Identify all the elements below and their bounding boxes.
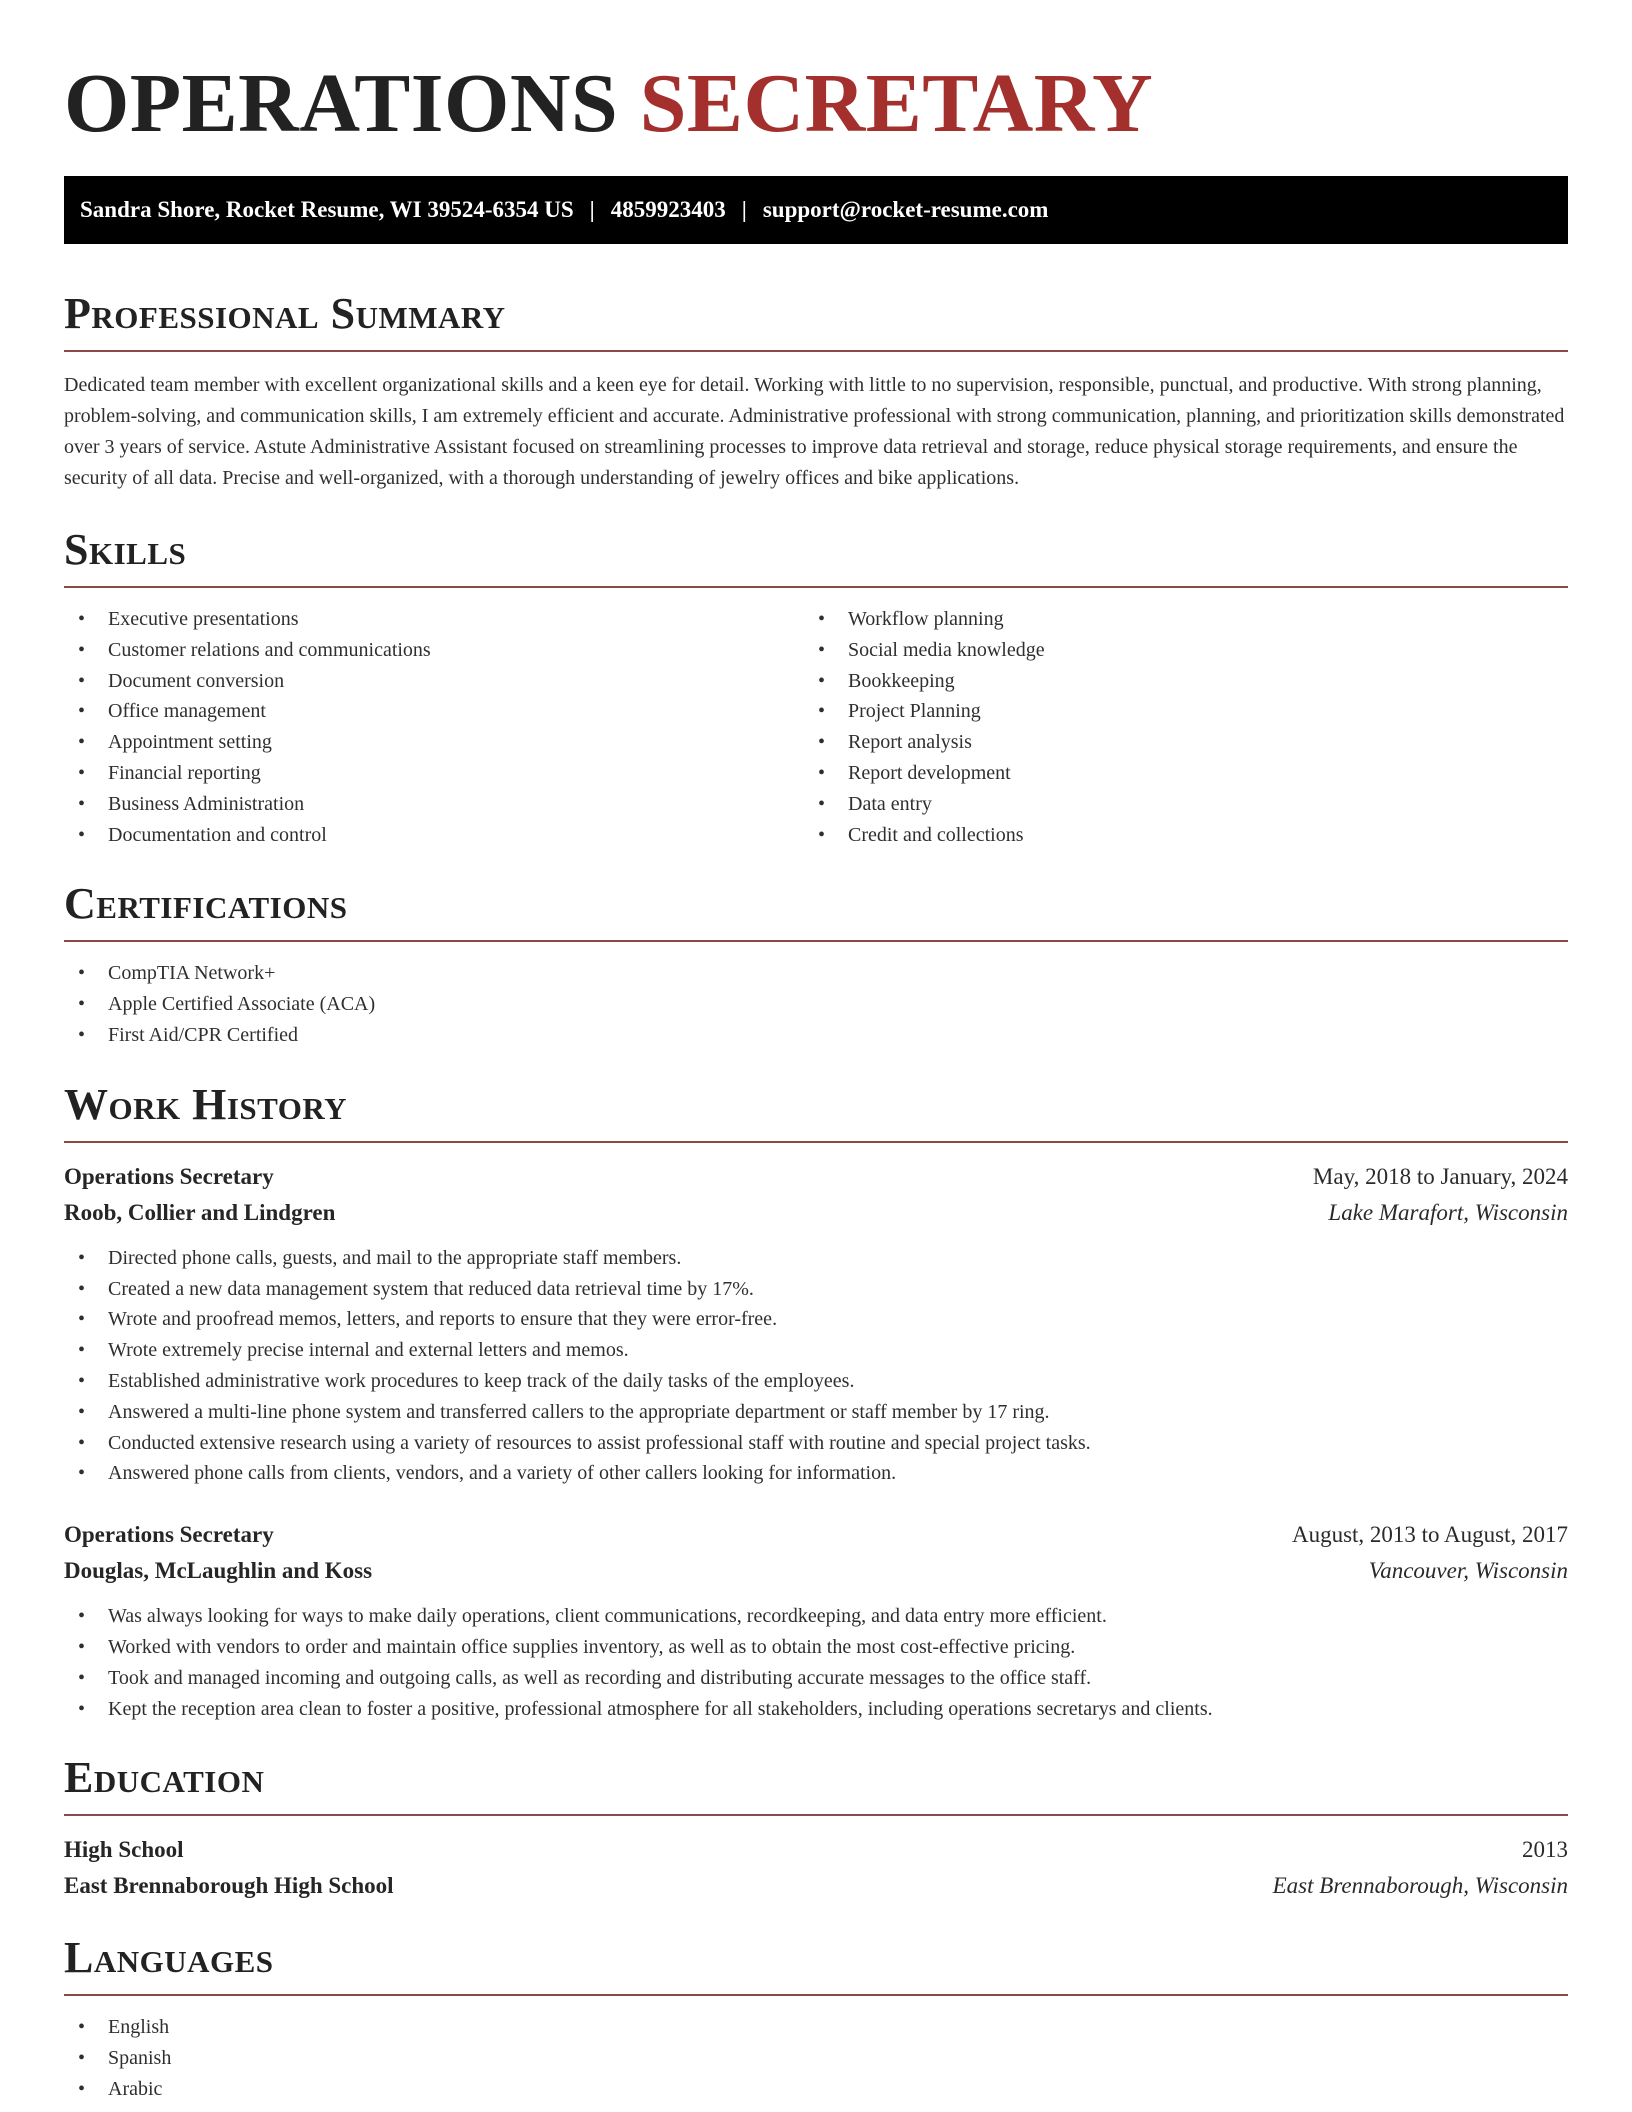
job-title-row [64, 1159, 1568, 1195]
skill-item: • Documentation and control [64, 820, 804, 851]
job-duty: • Directed phone calls, guests, and mail to the appropriate staff members. [64, 1243, 1568, 1274]
job-duty: • Answered phone calls from clients, vendors, and a variety of other callers looking for information. [64, 1458, 1568, 1489]
skill-item: • Report analysis [804, 727, 1544, 758]
job-duty: • Established administrative work procedures to keep track of the daily tasks of the employees. [64, 1366, 1568, 1397]
skills-heading: Skills [64, 524, 1568, 588]
job-location: Vancouver, Wisconsin [1368, 1558, 1568, 1584]
job-duty: • Wrote and proofread memos, letters, and reports to ensure that they were error-free. [64, 1304, 1568, 1335]
certification-item: • CompTIA Network+ [64, 958, 1568, 989]
contact-address: Sandra Shore, Rocket Resume, WI 39524-6354 US [80, 197, 574, 222]
languages-heading: Languages [64, 1932, 1568, 1996]
job-title-row [64, 1517, 1568, 1553]
education-degree-row [64, 1832, 1568, 1868]
skill-item: • Customer relations and communications [64, 635, 804, 666]
contact-email: support@rocket-resume.com [762, 197, 1049, 222]
title-accent: SECRETARY [639, 57, 1154, 150]
skills-list-right [804, 604, 1544, 850]
certifications-list [64, 958, 1568, 1050]
contact-phone: 4859923403 [610, 197, 726, 222]
job-duty: • Wrote extremely precise internal and external letters and memos. [64, 1335, 1568, 1366]
job-dates: May, 2018 to January, 2024 [1312, 1163, 1568, 1189]
skill-item: • Project Planning [804, 696, 1544, 727]
education-heading: Education [64, 1752, 1568, 1816]
job-duty: • Kept the reception area clean to foster a positive, professional atmosphere for all stakeholders, including operations secretarys and clients. [64, 1694, 1568, 1725]
job-duties-list [64, 1243, 1568, 1489]
job-duty: • Answered a multi-line phone system and transferred callers to the appropriate department or staff member by 17 ring. [64, 1397, 1568, 1428]
job-company-row [64, 1195, 1568, 1231]
summary-heading: Professional Summary [64, 288, 1568, 352]
certifications-heading: Certifications [64, 878, 1568, 942]
contact-bar [64, 176, 1568, 244]
skill-item: • Executive presentations [64, 604, 804, 635]
language-item: • English [64, 2012, 1568, 2043]
education-year: 2013 [1522, 1837, 1568, 1863]
job-company-row [64, 1553, 1568, 1589]
skills-columns [64, 604, 1568, 850]
title-main: OPERATIONS [64, 57, 619, 150]
skills-list-left [64, 604, 804, 850]
contact-separator: | [741, 197, 747, 222]
job-duty: • Took and managed incoming and outgoing calls, as well as recording and distributing accurate messages to the office staff. [64, 1663, 1568, 1694]
skill-item: • Report development [804, 758, 1544, 789]
education-entry [64, 1832, 1568, 1904]
education-school: East Brennaborough High School [64, 1873, 394, 1899]
languages-list [64, 2012, 1568, 2104]
skill-item: • Office management [64, 696, 804, 727]
education-school-row [64, 1868, 1568, 1904]
skill-item: • Financial reporting [64, 758, 804, 789]
skill-item: • Workflow planning [804, 604, 1544, 635]
skill-item: • Social media knowledge [804, 635, 1544, 666]
job-duties-list [64, 1601, 1568, 1724]
contact-separator: | [589, 197, 595, 222]
education-degree: High School [64, 1837, 184, 1863]
work-history-heading: Work History [64, 1079, 1568, 1143]
job-entry [64, 1159, 1568, 1489]
job-title: Operations Secretary [64, 1522, 274, 1548]
summary-text: Dedicated team member with excellent organizational skills and a keen eye for detail. Working with little to no supervision, responsible, punctual, and productive. With strong planning, problem-solving, and communication skills, I am extremely efficient and accurate. Administrative professional with strong communication, planning, and prioritization skills demonstrated over 3 years of service. Astute Administrative Assistant focused on streamlining processes to improve data retrieval and storage, reduce physical storage requirements, and ensure the security of all data. Precise and well-organized, with a thorough understanding of jewelry offices and bike applications. [64, 374, 1565, 489]
skill-item: • Business Administration [64, 789, 804, 820]
skill-item: • Document conversion [64, 666, 804, 697]
job-company: Douglas, McLaughlin and Koss [64, 1558, 373, 1584]
certification-item: • First Aid/CPR Certified [64, 1020, 1568, 1051]
skill-item: • Bookkeeping [804, 666, 1544, 697]
job-entry [64, 1517, 1568, 1724]
education-location: East Brennaborough, Wisconsin [1272, 1873, 1568, 1899]
page-title [64, 56, 1568, 152]
job-duty: • Was always looking for ways to make daily operations, client communications, recordkeeping, and data entry more efficient. [64, 1601, 1568, 1632]
job-title: Operations Secretary [64, 1163, 274, 1189]
language-item: • Arabic [64, 2074, 1568, 2105]
job-company: Roob, Collier and Lindgren [64, 1199, 336, 1225]
job-duty: • Worked with vendors to order and maintain office supplies inventory, as well as to obtain the most cost-effective pricing. [64, 1632, 1568, 1663]
certification-item: • Apple Certified Associate (ACA) [64, 989, 1568, 1020]
job-duty: • Conducted extensive research using a variety of resources to assist professional staff with routine and special project tasks. [64, 1428, 1568, 1459]
skill-item: • Credit and collections [804, 820, 1544, 851]
job-location: Lake Marafort, Wisconsin [1328, 1199, 1568, 1225]
skill-item: • Data entry [804, 789, 1544, 820]
language-item: • Spanish [64, 2043, 1568, 2074]
skill-item: • Appointment setting [64, 727, 804, 758]
job-duty: • Created a new data management system that reduced data retrieval time by 17%. [64, 1274, 1568, 1305]
job-dates: August, 2013 to August, 2017 [1291, 1522, 1568, 1548]
